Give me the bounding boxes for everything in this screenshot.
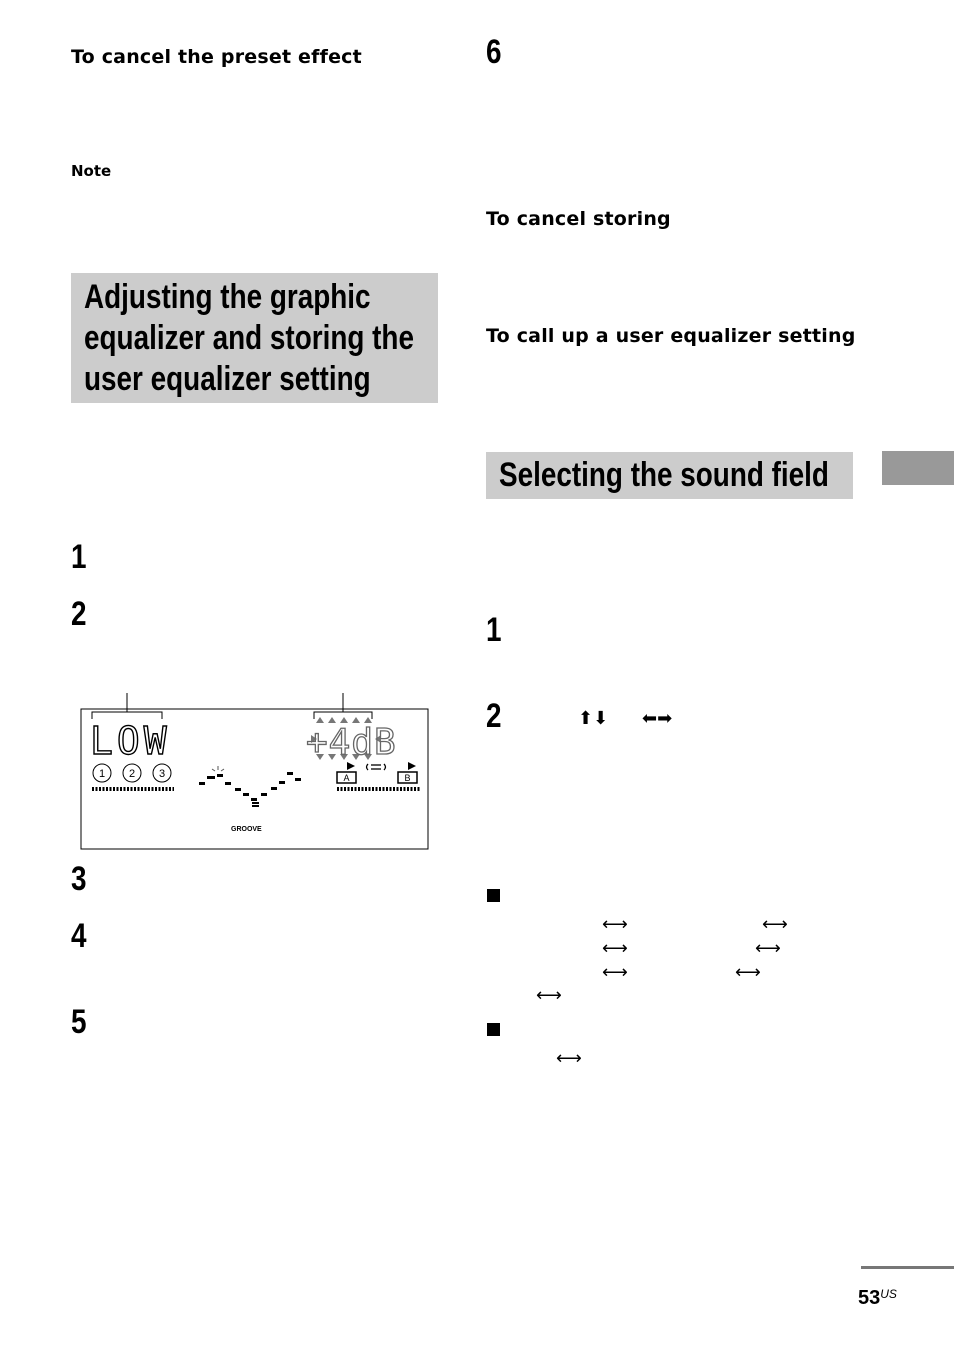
double-arrow-icon: ⟷ [602, 962, 628, 983]
section-title-equalizer [84, 277, 414, 400]
page-number-value: 53 [858, 1287, 881, 1309]
subhead-call-up-user-equalizer: To call up a user equalizer setting [486, 325, 856, 347]
double-arrow-icon: ⟷ [602, 938, 628, 959]
disc-number-1: 1 [98, 768, 106, 780]
step-number-3: 3 [71, 860, 87, 898]
deck-b-label: B [404, 773, 411, 783]
section-title-sound-field: Selecting the sound field [499, 456, 829, 494]
play-icon [408, 762, 416, 770]
deck-a-label: A [343, 773, 350, 783]
equalizer-curve-icon [199, 772, 301, 807]
repeat-icon [367, 764, 386, 770]
step-number-5: 5 [71, 1003, 87, 1041]
double-arrow-icon: ⟷ [755, 938, 781, 959]
note-label: Note [71, 162, 112, 180]
step-number-2: 2 [486, 697, 502, 735]
page-number-suffix: US [880, 1287, 897, 1301]
page-number [858, 1287, 897, 1310]
bullet-square-icon [487, 1023, 500, 1036]
footer-rule [861, 1266, 954, 1269]
step-number-1: 1 [71, 538, 87, 576]
display-level-text: +4dB [306, 722, 397, 763]
groove-indicator: GROOVE [231, 826, 262, 833]
double-arrow-icon: ⟷ [556, 1048, 582, 1069]
section-title-line: equalizer and storing the [84, 319, 414, 357]
step-number-1: 1 [486, 611, 502, 649]
subhead-cancel-storing: To cancel storing [486, 208, 671, 230]
section-title-box-sound-field [486, 452, 853, 499]
play-icon [347, 762, 355, 770]
equalizer-display-illustration [80, 690, 432, 852]
double-arrow-icon: ⟷ [762, 914, 788, 935]
double-arrow-icon: ⟷ [735, 962, 761, 983]
display-band-text: LOW [90, 719, 171, 763]
disc-indicator-group [93, 764, 171, 782]
section-title-line: user equalizer setting [84, 360, 371, 398]
section-title-line: Adjusting the graphic [84, 278, 371, 316]
disc-number-2: 2 [128, 768, 136, 780]
bullet-square-icon [487, 889, 500, 902]
double-arrow-icon: ⟷ [536, 985, 562, 1006]
chapter-tab [882, 451, 954, 485]
band-blink-icon [212, 766, 224, 771]
double-arrow-icon: ⟷ [602, 914, 628, 935]
step-number-6: 6 [486, 33, 502, 71]
disc-number-3: 3 [158, 768, 166, 780]
step-number-4: 4 [71, 917, 87, 955]
left-right-arrow-icon: ⬅➡ [642, 708, 673, 729]
step-number-2: 2 [71, 595, 87, 633]
up-down-arrow-icon: ⬆⬇ [578, 708, 609, 729]
section-title-box-equalizer [71, 273, 438, 403]
subhead-cancel-preset-effect: To cancel the preset effect [71, 46, 362, 68]
